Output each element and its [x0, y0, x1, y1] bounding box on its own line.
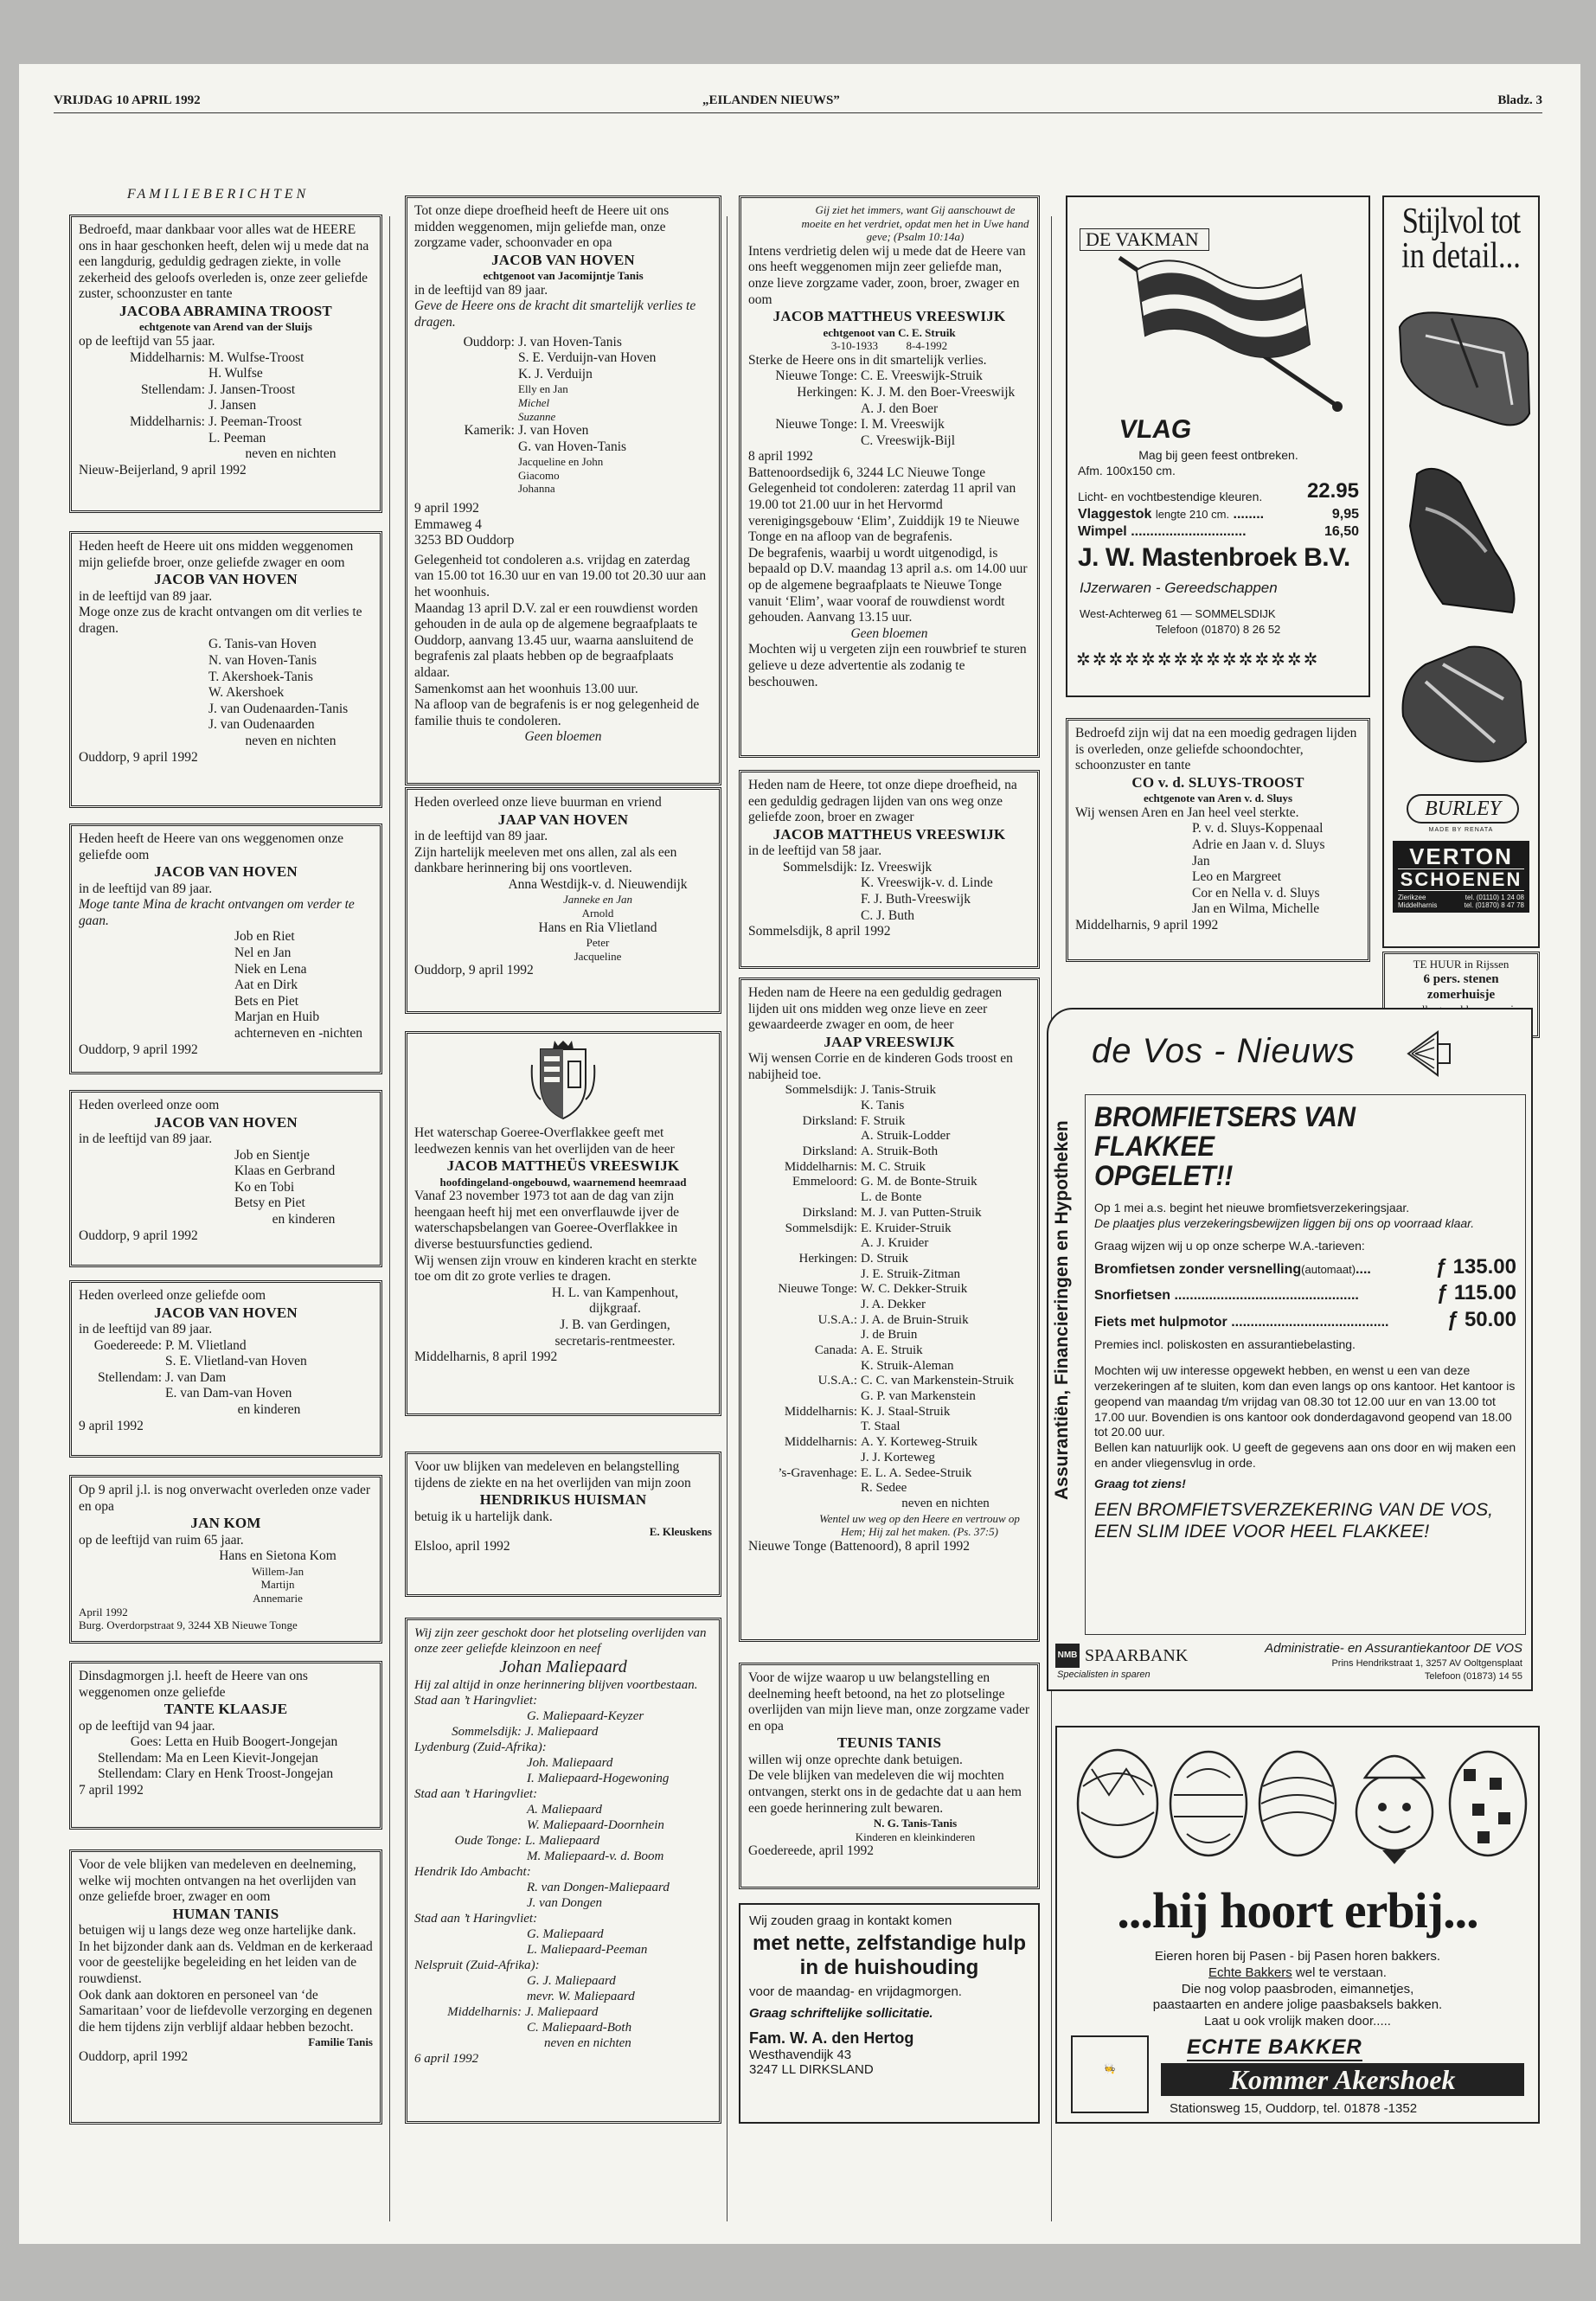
verse: Hij zal altijd in onze herinnering blijven voortbestaan. — [414, 1678, 698, 1692]
signature: E. Kleuskens — [649, 1525, 712, 1539]
page-number: Bladz. 3 — [1497, 93, 1542, 107]
family-list: Sommelsdijk: J. Tanis-Struik K. Tanis Dirksland: F. Struik A. Struik-Lodder Dirksland: A. Struik-Both Middelharnis: M. C. Struik Emmeloord: G. M. de Bonte-Struik L. de Bonte Dirksland: M. J. van Putten-Struik Sommelsdijk: E. Kruider-Struik A. J. Kruider Herkingen: D. Struik J. E. Struik-Zitman Nieuwe Tonge: W. C. Dekker-Struik J. A. Dekker U.S.A.: J. A. de Bruin-Struik J. de Bruin Canada: A. E. Struik K. Struik-Aleman U.S.A.: C. C. van Markenstein-Struik G. P. van Markenstein Middelharnis: K. J. Staal-Struik T. Staal Middelharnis: A. Y. Korteweg-Struik J. J. Korteweg ’s-Gravenhage: E. L. A. Sedee-Struik R. Sedee neven en nichten — [778, 1083, 1015, 1510]
obituary-intro: Op 9 april j.l. is nog onverwacht overleden onze vader en opa — [79, 1483, 371, 1514]
tribute-text: Wij wensen zijn vrouw en kinderen kracht en sterkte toe om dit zo grote verlies te dragen. — [414, 1253, 697, 1285]
company-phone: Telefoon (01870) 8 26 52 — [1155, 623, 1281, 636]
ad-text: Mochten wij uw interesse opgewekt hebben, en wenst u een van deze verzekeringen af te sluiten, kom dan even langs op ons kantoor. Het kantoor is geopend van maandag t/m vrijdag van 08.30 tot 12.00 uur en van 13.00 tot 17.00 uur. Bovendien is ons kantoor ook donderdagavond geopend van 18.00 tot 20.00 uur. — [1094, 1362, 1516, 1439]
ad-text: TE HUUR in Rijssen — [1413, 958, 1509, 971]
verse: Moge tante Mina de kracht ontvangen om verder te gaan. — [79, 897, 355, 928]
company-address: West-Achterweg 61 — SOMMELSDIJK — [1080, 607, 1276, 620]
function-line: hoofdingeland-ongebouwd, waarnemend heemraad — [439, 1175, 687, 1189]
ad-headline: in de huishouding — [799, 1955, 979, 1979]
ad-contact-name: Fam. W. A. den Hertog — [749, 2029, 914, 2048]
thanks-text: betuigen wij u langs deze weg onze hartelijke dank. — [79, 1923, 356, 1939]
condolence-info: Gelegenheid tot condoleren: zaterdag 11 april van 19.00 tot 21.00 uur in het Hervormd verenigingsgebouw ‘Elim’, Zuiddijk 19 te Nieuwe Tonge en na afloop van de begrafenis. — [748, 481, 1020, 545]
signature: N. G. Tanis-Tanis — [873, 1817, 958, 1830]
after-funeral-info: Na afloop van de begrafenis is er nog gelegenheid de familie thuis te condoleren. — [414, 697, 700, 728]
ad-text: Op 1 mei a.s. begint het nieuwe bromfietsverzekeringsjaar. — [1094, 1201, 1410, 1215]
ad-headline: OPGELET!! — [1094, 1160, 1234, 1191]
family-list: Job en Riet Nel en Jan Niek en Lena Aat en Dirk Bets en Piet Marjan en Huib achterneven en -nichten — [234, 929, 363, 1041]
place-date: Nieuw-Beijerland, 9 april 1992 — [79, 462, 247, 478]
obituary-intro: Heden nam de Heere na een geduldig gedragen lijden uit ons midden weg onze lieve en zeer gewaardeerde zwager en oom, de heer — [748, 985, 1003, 1033]
place-date: Nieuwe Tonge (Battenoord), 8 april 1992 — [748, 1538, 971, 1554]
verton-logo: VERTON SCHOENEN Zierikzee tel. (01110) 1 24 08 Middelharnis tel. (01870) 8 47 78 — [1393, 841, 1529, 913]
megaphone-icon — [1403, 1023, 1472, 1084]
age-line: in de leeftijd van 89 jaar. — [79, 1321, 213, 1336]
ad-slogan: EEN BROMFIETSVERZEKERING VAN DE VOS, EEN SLIM IDEE VOOR HEEL FLAKKEE! — [1094, 1500, 1493, 1542]
place-date: Ouddorp, 9 april 1992 — [414, 963, 534, 978]
thanks-teunis-tanis — [739, 1663, 1040, 1889]
ad-text: voor de maandag- en vrijdagmorgen. — [749, 1984, 962, 2000]
thanks-text: betuig ik u hartelijk dank. — [414, 1509, 553, 1524]
place-date: Ouddorp, april 1992 — [79, 2048, 189, 2064]
verse: Gij ziet het immers, want Gij aanschouwt de moeite en het verdriet, opdat men het in Uwe hand geve; (Psalm 10:14a) — [801, 203, 1029, 244]
bank-tagline: Specialisten in sparen — [1057, 1670, 1151, 1680]
place-date: Sommelsdijk, 8 april 1992 — [748, 924, 891, 939]
spouse-line: echtgenoot van C. E. Struik — [823, 325, 956, 339]
obituary-intro: Dinsdagmorgen j.l. heeft de Heere van ons weggenomen onze geliefde — [79, 1669, 308, 1700]
place-date: Ouddorp, 9 april 1992 — [79, 1227, 198, 1243]
ad-headline: Stijlvol tot — [1401, 202, 1521, 241]
age-line: in de leeftijd van 89 jaar. — [79, 881, 213, 896]
ad-text: Graag schriftelijke sollicitatie. — [749, 2006, 933, 2022]
deceased-name: TANTE KLAASJE — [163, 1701, 288, 1718]
no-flowers: Geen bloemen — [524, 729, 602, 745]
deceased-name: CO v. d. SLUYS-TROOST — [1131, 773, 1304, 791]
easter-eggs-icon — [1066, 1734, 1533, 1881]
shoe-icon — [1391, 301, 1536, 439]
obituary-intro: Tot onze diepe droefheid heeft de Heere uit ons midden weggenomen, mijn geliefde man, onze zorgzame vader, schoonvader en opa — [414, 203, 670, 251]
bakery-name: Kommer Akershoek — [1161, 2063, 1524, 2096]
signatories: H. L. van Kampenhout, dijkgraaf. J. B. van Gerdingen, secretaris-rentmeester. — [551, 1285, 679, 1349]
thanks-text: Ook dank aan doktoren en personeel van ‘de Samaritaan’ voor de liefdevolle verzorging en degenen die hem tijdens zijn verblijf aldaar hebben bezocht. — [79, 1987, 373, 2035]
ad-text: Graag tot ziens! — [1094, 1477, 1186, 1491]
waterschap-coat-of-arms-icon — [414, 1039, 712, 1125]
thanks-intro: Voor de wijze waarop u uw belangstelling en deelneming heeft betoond, na het zo plotselinge overlijden van mijn lieve man, onze zorgzame vader en opa — [748, 1670, 1030, 1734]
signature: Familie Tanis — [308, 2035, 373, 2049]
family-list: Middelharnis: M. Wulfse-Troost H. Wulfse Stellendam: J. Jansen-Troost J. Jansen Middelharnis: J. Peeman-Troost L. Peeman neven en nichten — [130, 349, 337, 462]
thanks-human-tanis — [69, 1849, 382, 2125]
burley-logo: BURLEY — [1407, 794, 1519, 824]
family-list: Ouddorp: J. van Hoven-Tanis S. E. Verduijn-van Hoven K. J. Verduijn Elly en Jan Michel Suzanne Kamerik: J. van Hoven G. van Hoven-Tanis Jacqueline en John Giacomo Johanna — [463, 334, 657, 496]
place-date: Ouddorp, 9 april 1992 — [79, 1042, 198, 1057]
age-line: op de leeftijd van 55 jaar. — [79, 333, 215, 349]
newspaper-name: „EILANDEN NIEUWS” — [702, 93, 840, 107]
obituary-jacob-van-hoven-4 — [69, 1280, 382, 1458]
family-list: Goedereede: P. M. Vlietland S. E. Vlietland-van Hoven Stellendam: J. van Dam E. van Dam-van Hoven en kinderen — [93, 1337, 307, 1417]
deceased-name: JAAP VREESWIJK — [824, 1033, 955, 1050]
deceased-name: HENDRIKUS HUISMAN — [479, 1491, 647, 1509]
obituary-jacob-van-hoven-family — [405, 195, 721, 785]
shoe-icon — [1391, 630, 1536, 777]
obituary-jaap-van-hoven — [405, 787, 721, 1014]
deceased-name: JAAP VAN HOVEN — [497, 811, 629, 828]
ad-headline: 6 pers. stenen zomerhuisje — [1423, 971, 1499, 1002]
place-date: Middelharnis, 9 april 1992 — [1075, 917, 1219, 933]
ad-de-vakman-mastenbroek — [1066, 195, 1370, 697]
deceased-name: JACOB VAN HOVEN — [491, 251, 635, 268]
age-line: op de leeftijd van 94 jaar. — [79, 1718, 215, 1734]
thanks-intro: Voor uw blijken van medeleven en belangstelling tijdens de ziekte en na het overlijden van mijn zoon — [414, 1459, 691, 1490]
gathering-info: Samenkomst aan het woonhuis 13.00 uur. — [414, 681, 638, 696]
ad-text: Bellen kan natuurlijk ook. U geeft de gegevens aan ons door en wij maken een en ander vliegensvlug in orde. — [1094, 1440, 1516, 1471]
deceased-name: JACOB VAN HOVEN — [154, 1304, 298, 1321]
obituary-jan-kom — [69, 1475, 382, 1644]
obituary-intro: Wij zijn zeer geschokt door het plotseling overlijden van onze zeer geliefde kleinzoon en neef — [414, 1626, 707, 1656]
brand-name: ECHTE BAKKER — [1187, 2035, 1362, 2061]
verse: Moge onze zus de kracht ontvangen om dit verlies te dragen. — [79, 605, 362, 636]
place-date: Goedereede, april 1992 — [748, 1843, 875, 1859]
obituary-intro: Heden heeft de Heere uit ons midden weggenomen mijn geliefde broer, onze geliefde zwager en oom — [79, 539, 354, 570]
issue-date: VRIJDAG 10 APRIL 1992 — [54, 93, 201, 107]
obituary-jacob-vreeswijk-family — [739, 195, 1040, 758]
place-date: 9 april 1992 — [79, 1418, 144, 1433]
shoe-icon — [1391, 457, 1536, 621]
age-line: in de leeftijd van 89 jaar. — [414, 282, 548, 298]
office-name: Administratie- en Assurantiekantoor DE VOS — [1265, 1641, 1522, 1656]
tribute-text: Wij wensen Corrie en de kinderen Gods troost en nabijheid toe. — [748, 1051, 1013, 1082]
family-list: Stad aan ’t Haringvliet: G. Maliepaard-Keyzer Sommelsdijk: J. Maliepaard Lydenburg (Zuid-Afrika): Joh. Maliepaard I. Maliepaard-Hogewoning Stad aan ’t Haringvliet: A. Maliepaard W. Maliepaard-Doornhein Oude Tonge: L. Maliepaard M. Maliepaard-v. d. Boom Hendrik Ido Ambacht: R. van Dongen-Maliepaard J. van Dongen Stad aan ’t Haringvliet: G. Maliepaard L. Maliepaard-Peeman Nelspruit (Zuid-Afrika): G. J. Maliepaard mevr. W. Maliepaard Middelharnis: J. Maliepaard C. Maliepaard-Both neven en nichten — [414, 1694, 670, 2050]
place-date: Elsloo, april 1992 — [414, 1538, 510, 1554]
ad-body: BROMFIETSERS VAN FLAKKEE OPGELET!! Op 1 mei a.s. begint het nieuwe bromfietsverzekeringsjaar. De plaatjes plus verzekeringsbewijzen liggen bij ons op voorraad klaar. Graag wijzen wij u op onze scherpe W.A.-tarieven: Bromfietsen zonder versnelling(automaat).... ƒ 135.00 Snorfietsen ................................................ ƒ 115.00 Fiets met hulpmotor ......................................... ƒ 50.00 Premies incl. poliskosten en assurantiebelasting. Mochten wij uw interesse opgewekt hebben, en wenst u een van deze verzekeringen af te sluiten, kom dan even langs op ons kantoor. Het kantoor is geopend van maandag t/m vrijdag van 08.30 tot 12.00 uur en van 13.00 tot 17.00 uur. Bovendien is ons kantoor ook donderdagavond geopend van 18.00 tot 20.00 uur. Bellen kan natuurlijk ook. U geeft de gegevens aan ons door en wij maken een en ander vliegensvlug in orde. Graag tot ziens! EEN BROMFIETSVERZEKERING VAN DE VOS, EEN SLIM IDEE VOOR HEEL FLAKKEE! — [1085, 1094, 1526, 1635]
spouse-line: echtgenote van Aren v. d. Sluys — [1143, 792, 1293, 805]
address: Battenoordsedijk 6, 3244 LC Nieuwe Tonge — [748, 465, 986, 480]
ad-headline: BROMFIETSERS VAN FLAKKEE — [1094, 1101, 1356, 1162]
age-line: in de leeftijd van 89 jaar. — [414, 828, 548, 843]
ad-address: Westhavendijk 43 — [749, 2048, 852, 2063]
price-list: Mag bij geen feest ontbreken. Afm. 100x150 cm. Licht- en vochtbestendige kleuren. 22.95 Vlaggestok lengte 210 cm. ........ 9,95 Wimpel .............................. 16,50 — [1078, 448, 1359, 539]
family-list: Anna Westdijk-v. d. Nieuwendijk Janneke en Jan Arnold Hans en Ria Vlietland Peter Jacqueline — [508, 876, 688, 963]
obituary-co-sluys-troost — [1066, 718, 1370, 962]
ad-text: Graag wijzen wij u op onze scherpe W.A.-tarieven: — [1094, 1238, 1365, 1253]
thanks-hendrikus-huisman — [405, 1452, 721, 1597]
tribute-text: Zijn hartelijk meeleven met ons allen, zal als een dankbare herinnering bij ons voortleven. — [414, 844, 677, 876]
obituary-intro: Heden heeft de Heere van ons weggenomen onze geliefde oom — [79, 831, 343, 862]
deceased-name: JACOB MATTHEÜS VREESWIJK — [446, 1157, 680, 1175]
obituary-intro: Heden nam de Heere, tot onze diepe droefheid, na een geduldig gedragen lijden van ons weg onze geliefde zoon, broer en zwager — [748, 778, 1017, 825]
address: Burg. Overdorpstraat 9, 3244 XB Nieuwe Tonge — [79, 1618, 298, 1632]
place-date: 7 april 1992 — [79, 1782, 144, 1798]
thanks-text: De vele blijken van medeleven die wij mochten ontvangen, sterkt ons in de gedachte dat u aan hem een goede herinnering zult bewaren. — [748, 1768, 1022, 1816]
family-list: Hans en Sietona Kom Willem-Jan Martijn Annemarie — [219, 1548, 337, 1605]
obituary-intro: Heden overleed onze geliefde oom — [79, 1288, 266, 1303]
deceased-name: JACOB MATTHEUS VREESWIJK — [772, 308, 1006, 325]
deceased-name: Johan Maliepaard — [499, 1657, 627, 1676]
bakker-logo-icon: 🧑‍🍳 — [1071, 2035, 1149, 2113]
place-date: Ouddorp, 9 april 1992 — [79, 749, 198, 765]
address: Emmaweg 4 — [414, 516, 482, 532]
family-list: P. v. d. Sluys-Koppenaal Adrie en Jaan v. d. Sluys Jan Leo en Margreet Cor en Nella v. d. Sluys Jan en Wilma, Michelle — [1192, 821, 1325, 917]
ad-text: De plaatjes plus verzekeringsbewijzen liggen bij ons op voorraad klaar. — [1094, 1215, 1475, 1230]
family-list: G. Tanis-van Hoven N. van Hoven-Tanis T. Akershoek-Tanis W. Akershoek J. van Oudenaarden-Tanis J. van Oudenaarden neven en nichten — [208, 637, 349, 748]
obituary-jacob-van-hoven-2 — [69, 824, 382, 1074]
condolence-info: Gelegenheid tot condoleren a.s. vrijdag en zaterdag van 15.00 tot 16.30 uur en van 19.00 tot 20.30 uur aan het woonhuis. — [414, 552, 707, 600]
age-line: op de leeftijd van ruim 65 jaar. — [79, 1532, 244, 1548]
obituary-tante-klaasje — [69, 1661, 382, 1830]
date: 8 april 1992 — [748, 449, 813, 465]
ad-address: 3247 LL DIRKSLAND — [749, 2062, 874, 2078]
vakman-logo: DE VAKMAN — [1080, 228, 1209, 251]
address: 3253 BD Ouddorp — [414, 533, 515, 548]
bank-name: SPAARBANK — [1085, 1646, 1189, 1665]
notice-text: Mochten wij u vergeten zijn een rouwbrief te sturen gelieve u deze advertentie als zodanig te beschouwen. — [748, 642, 1027, 689]
thanks-text: willen wij onze oprechte dank betuigen. — [748, 1752, 963, 1767]
no-flowers: Geen bloemen — [850, 625, 928, 641]
tribute-text: Sterke de Heere ons in dit smartelijk verlies. — [748, 352, 987, 368]
section-title: FAMILIEBERICHTEN — [126, 187, 310, 202]
spouse-line: echtgenote van Arend van der Sluijs — [139, 320, 312, 334]
ad-verton-schoenen — [1382, 195, 1540, 948]
obituary-jacob-van-hoven-1 — [69, 531, 382, 808]
family-list: Goes: Letta en Huib Boogert-Jongejan Stellendam: Ma en Leen Kievit-Jongejan Stellendam: Clary en Henk Troost-Jongejan — [97, 1734, 338, 1782]
signature: Kinderen en kleinkinderen — [855, 1830, 976, 1843]
deceased-name: JACOB VAN HOVEN — [154, 863, 298, 881]
company-tagline: IJzerwaren - Gereedschappen — [1080, 580, 1278, 596]
ad-de-vos-nieuws — [1040, 1008, 1540, 1708]
verse: Wentel uw weg op den Heere en vertrouw op Hem; Hij zal het maken. (Ps. 37:5) — [819, 1511, 1020, 1539]
burley-subtitle: MADE BY RENATA — [1428, 827, 1494, 833]
deceased-name: HUMAN TANIS — [172, 1905, 279, 1922]
deceased-name: JACOB VAN HOVEN — [154, 1113, 298, 1131]
tribute-text: Wij wensen Aren en Jan heel veel sterkte. — [1075, 804, 1299, 820]
obituary-jacob-van-hoven-3 — [69, 1090, 382, 1267]
family-list: Job en Sientje Klaas en Gerbrand Ko en Tobi Betsy en Piet en kinderen — [234, 1147, 336, 1227]
deceased-name: TEUNIS TANIS — [836, 1734, 942, 1752]
decorative-border-icon: ✲✲✲✲✲✲✲✲✲✲✲✲✲✲✲ — [1076, 651, 1320, 670]
life-dates: 3-10-1933 8-4-1992 — [830, 339, 948, 353]
obituary-intro: Intens verdrietig delen wij u mede dat de Heere van ons heeft weggenomen mijn zeer geliefde man, onze lieve zorgzame vader, zoon, broer, zwager en oom — [748, 243, 1026, 307]
verse: Geve de Heere ons de kracht dit smartelijk verlies te dragen. — [414, 298, 696, 330]
funeral-info: De begrafenis, waarbij u wordt uitgenodigd, is bepaald op D.V. maandag 13 april a.s. om 14.00 uur op de algemene begraafplaats te Nieuwe Tonge vanuit ‘Elim’, waar vooraf de rouwdienst wordt gehouden. Aanvang 13.15 uur. — [748, 545, 1028, 625]
obituary-intro: Het waterschap Goeree-Overflakkee geeft met leedwezen kennis van het overlijden van de heer — [414, 1125, 675, 1157]
obituary-jacob-vreeswijk-parents — [739, 770, 1040, 969]
ad-headline: in detail... — [1401, 236, 1521, 276]
place-date: Middelharnis, 8 april 1992 — [414, 1349, 558, 1365]
obituary-jacoba-troost — [69, 215, 382, 513]
ad-echte-bakker — [1055, 1726, 1540, 2124]
ad-title: de Vos - Nieuws — [1092, 1032, 1356, 1070]
nmb-logo: NMB — [1055, 1644, 1080, 1668]
spouse-line: echtgenoot van Jacomijntje Tanis — [483, 269, 644, 283]
obituary-intro: Heden overleed onze oom — [79, 1098, 220, 1112]
tribute-text: Vanaf 23 november 1973 tot aan de dag van zijn heengaan heeft hij met een onverflauwde ijver de waterschapsbelangen van Goeree-Overflakkee in diverse bestuursfuncties gediend. — [414, 1189, 679, 1252]
thanks-intro: Voor de vele blijken van medeleven en deelneming, welke wij mochten ontvangen na het overlijden van onze geliefde broer, zwager en oom — [79, 1857, 356, 1905]
obituary-intro: Bedroefd zijn wij dat na een moedig gedragen lijden is overleden, onze geliefde schoondochter, schoonzuster en tante — [1075, 726, 1357, 773]
office-address: Prins Hendrikstraat 1, 3257 AV Ooltgensplaat — [1331, 1658, 1522, 1669]
company-name: J. W. Mastenbroek B.V. — [1078, 543, 1350, 572]
ad-huishoudelijke-hulp — [739, 1903, 1040, 2124]
deceased-name: JACOBA ABRAMINA TROOST — [119, 302, 332, 319]
date: 9 april 1992 — [414, 501, 479, 516]
flag-heading: VLAG — [1117, 415, 1194, 444]
ad-text: Premies incl. poliskosten en assurantiebelasting. — [1094, 1336, 1356, 1351]
obituary-intro: Bedroefd, maar dankbaar voor alles wat de HEERE ons in haar geschonken heeft, delen wij u mede dat na een langdurig, geduldig gedragen ziekte, in volle zekerheid des geloofs overleden is, onze zeer geliefde zuster, schoonzuster en tante — [79, 222, 369, 302]
obituary-jaap-vreeswijk — [739, 977, 1040, 1642]
obituary-johan-maliepaard — [405, 1618, 721, 2124]
thanks-text: In het bijzonder dank aan ds. Veldman en de kerkeraad voor de geestelijke begeleiding en het leiden van de rouwdienst. — [79, 1939, 373, 1986]
column-rule — [389, 216, 390, 2221]
ad-side-banner: Assurantiën, Financieringen en Hypotheken — [1052, 1120, 1072, 1501]
deceased-name: JACOB VAN HOVEN — [154, 571, 298, 588]
bakery-address: Stationsweg 15, Ouddorp, tel. 01878 -1352 — [1170, 2101, 1418, 2116]
family-list: Nieuwe Tonge: C. E. Vreeswijk-Struik Herkingen: K. J. M. den Boer-Vreeswijk A. J. den Boer Nieuwe Tonge: I. M. Vreeswijk C. Vreeswijk-Bijl — [775, 369, 1016, 448]
deceased-name: JACOB MATTHEUS VREESWIJK — [772, 825, 1006, 843]
age-line: in de leeftijd van 58 jaar. — [748, 843, 882, 859]
ad-headline: ...hij hoort erbij... — [1117, 1882, 1478, 1939]
office-phone: Telefoon (01873) 14 55 — [1424, 1671, 1522, 1682]
date: 6 april 1992 — [414, 2052, 479, 2066]
place-date: April 1992 — [79, 1605, 128, 1618]
age-line: in de leeftijd van 89 jaar. — [79, 1131, 213, 1146]
obituary-intro: Heden overleed onze lieve buurman en vriend — [414, 795, 662, 810]
service-info: Maandag 13 april D.V. zal er een rouwdienst worden gehouden in de aula op de algemene begraafplaats te Ouddorp, aanvang 13.45 uur, waarna aansluitend de begrafenis zal plaats hebben op de begraafplaats aldaar. — [414, 600, 698, 681]
flag-icon — [1102, 232, 1362, 422]
ad-headline: met nette, zelfstandige hulp — [752, 1932, 1027, 1955]
family-list: Sommelsdijk: Iz. Vreeswijk K. Vreeswijk-v. d. Linde F. J. Buth-Vreeswijk C. J. Buth — [782, 859, 993, 923]
deceased-name: JAN KOM — [190, 1515, 261, 1532]
header-rule — [54, 112, 1542, 113]
ad-body: Eieren horen bij Pasen - bij Pasen horen bakkers. Echte Bakkers wel te verstaan. Die nog volop paasbroden, eimannetjes, paastaarten en andere jolige paasbaksels bakken. Laat u ook vrolijk maken door..... — [1152, 1949, 1443, 2029]
obituary-waterschap — [405, 1031, 721, 1416]
ad-text: Wij zouden graag in kontakt komen — [749, 1913, 952, 1928]
age-line: in de leeftijd van 89 jaar. — [79, 588, 213, 604]
